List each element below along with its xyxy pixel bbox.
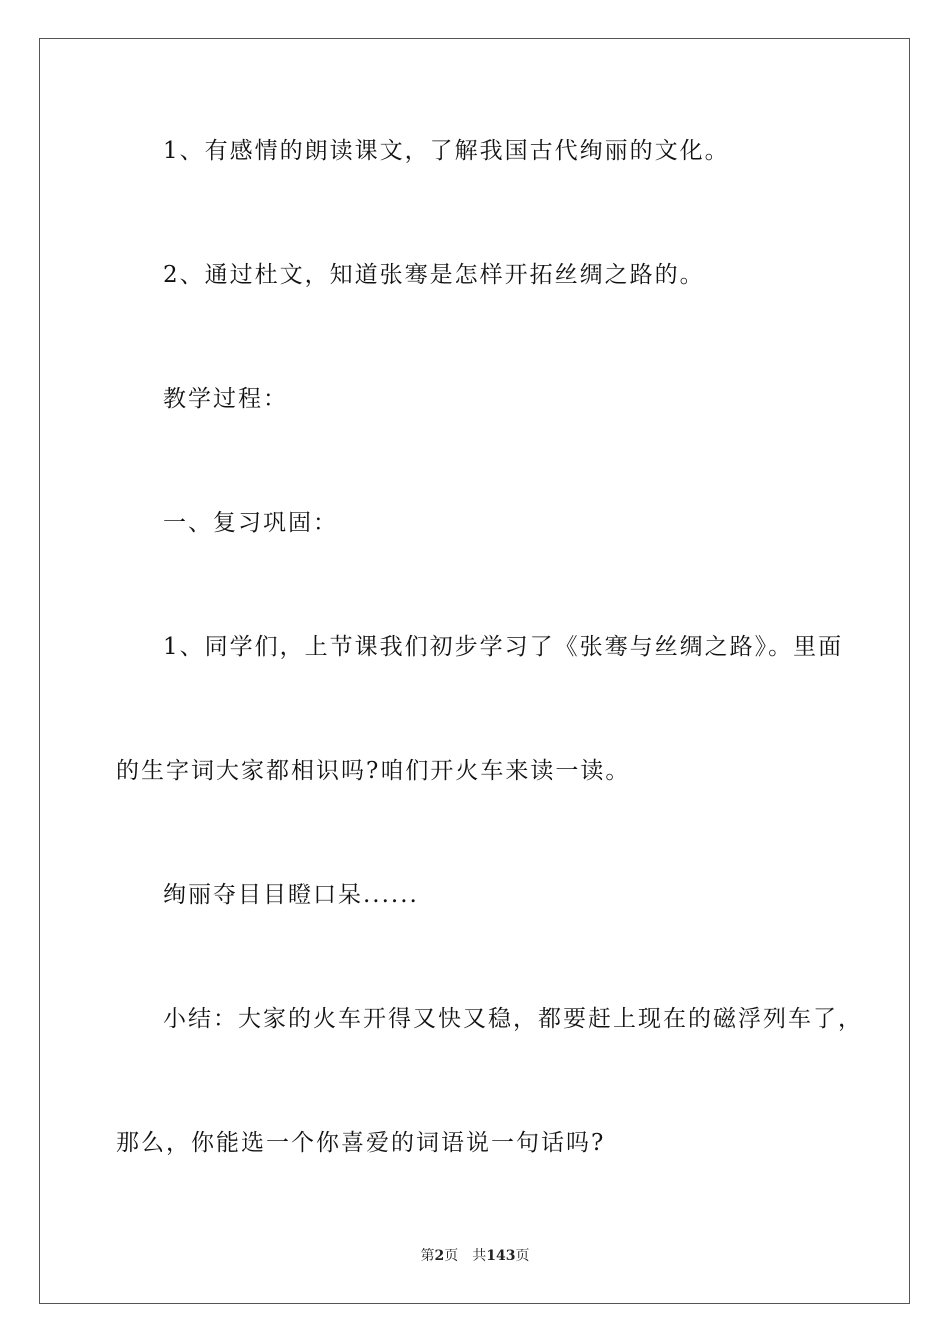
footer-page-suffix: 页 [444, 1248, 459, 1264]
section-heading-process: 教学过程： [163, 386, 288, 412]
summary-line-1: 小结：大家的火车开得又快又稳，都要赶上现在的磁浮列车了， [163, 1006, 863, 1032]
vocabulary-words: 绚丽夺目目瞪口呆...... [163, 882, 419, 908]
objective-1: 1、有感情的朗读课文，了解我国古代绚丽的文化。 [163, 138, 730, 164]
footer-total-prefix: 共 [472, 1248, 487, 1264]
footer-page-number: 2 [434, 1248, 445, 1264]
footer-page-prefix: 第 [420, 1248, 435, 1264]
paragraph-review-line-1: 1、同学们，上节课我们初步学习了《张骞与丝绸之路》。里面 [163, 634, 844, 660]
page-border [39, 38, 910, 1304]
paragraph-review-line-2: 的生字词大家都相识吗?咱们开火车来读一读。 [116, 758, 631, 784]
section-heading-review: 一、复习巩固： [163, 510, 338, 536]
page-footer [0, 1247, 950, 1265]
objective-2: 2、通过杜文，知道张骞是怎样开拓丝绸之路的。 [163, 262, 705, 288]
summary-line-2: 那么，你能选一个你喜爱的词语说一句话吗? [116, 1130, 606, 1156]
footer-total-pages: 143 [486, 1248, 516, 1264]
footer-total-suffix: 页 [515, 1248, 530, 1264]
